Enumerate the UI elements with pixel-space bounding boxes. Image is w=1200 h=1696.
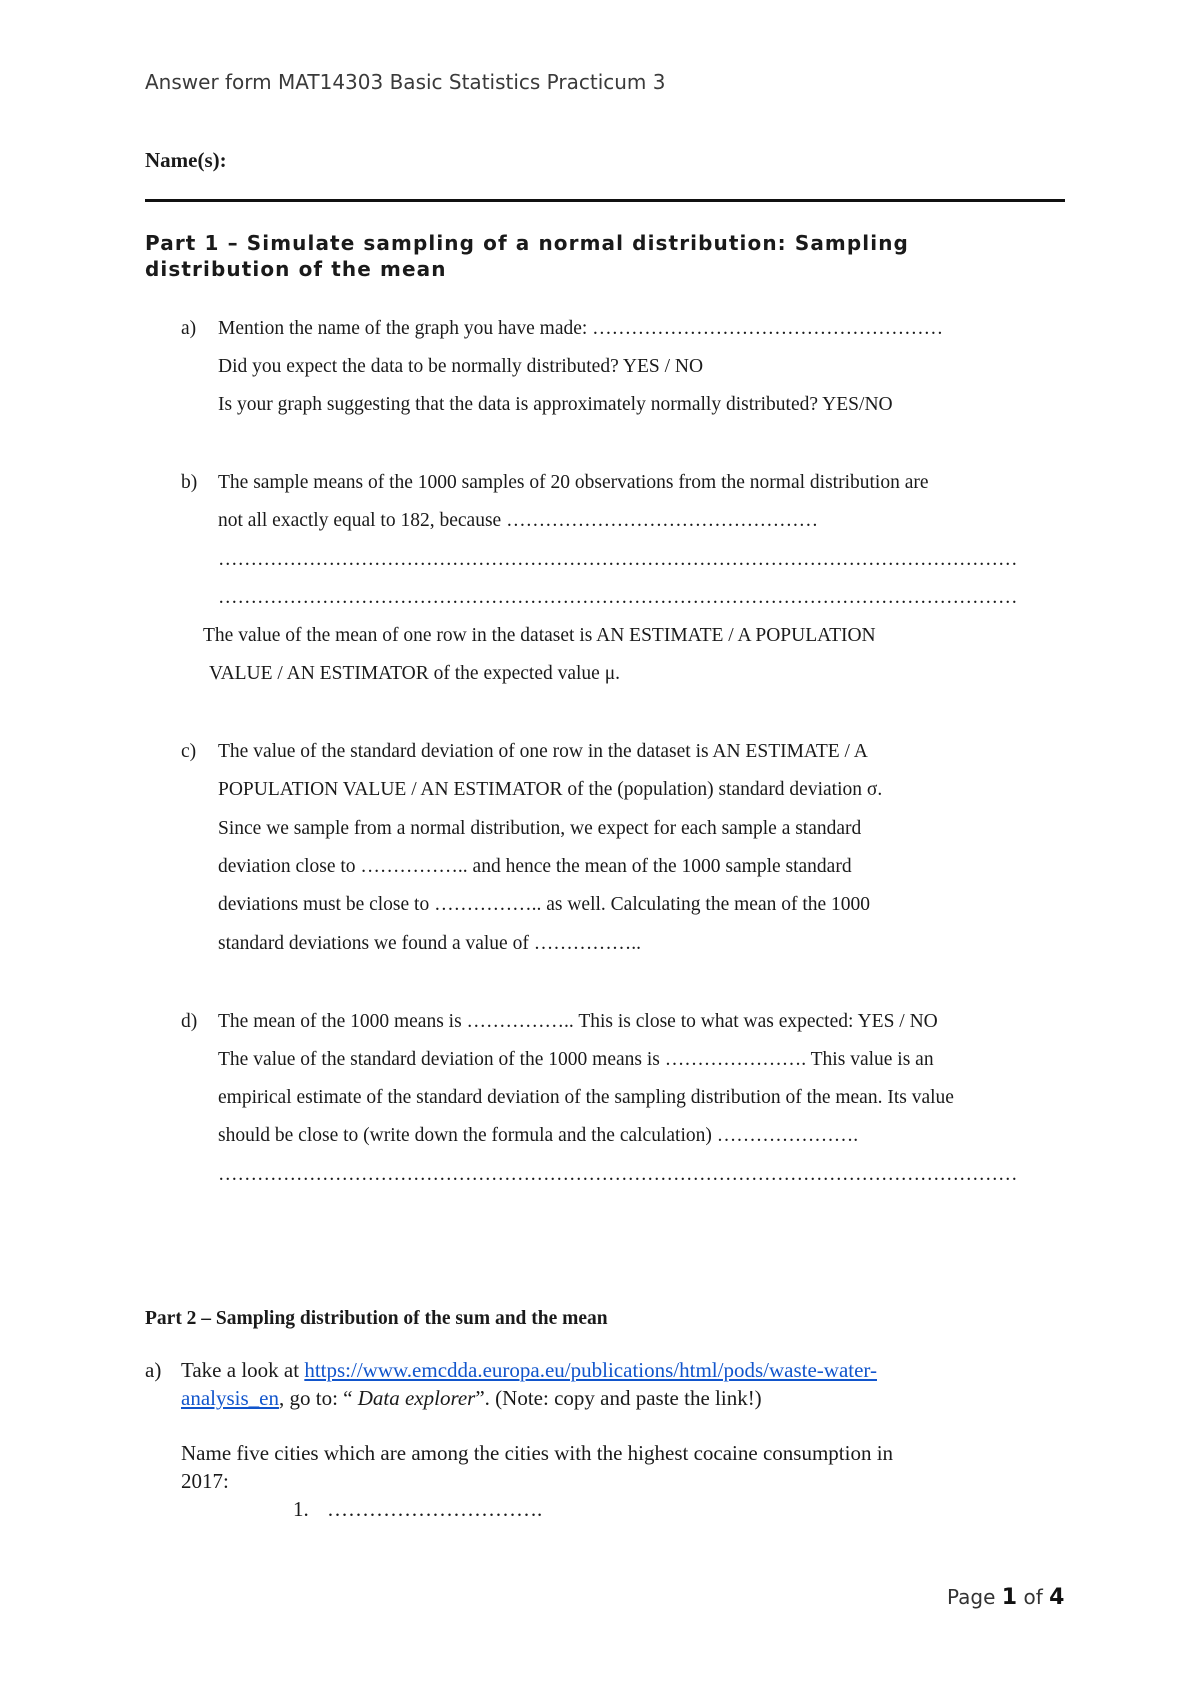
emcdda-link-continued[interactable]: analysis_en	[181, 1386, 279, 1410]
total-pages: 4	[1049, 1585, 1065, 1610]
question-b-line1: The sample means of the 1000 samples of 20 observations from the normal distribution are	[218, 472, 929, 493]
question-c-line3: Since we sample from a normal distribution, we expect for each sample a standard	[218, 818, 862, 839]
question-c-line4: deviation close to …………….. and hence the mean of the 1000 sample standard	[218, 856, 852, 877]
current-page-number: 1	[1001, 1585, 1018, 1610]
question-a-line3: Is your graph suggesting that the data is approximately normally distributed? YES/NO	[218, 394, 893, 415]
question-c-line5: deviations must be close to …………….. as well. Calculating the mean of the 1000	[218, 894, 871, 915]
question-b-line5: The value of the mean of one row in the dataset is AN ESTIMATE / A POPULATION	[203, 625, 876, 646]
question-a-line2: Did you expect the data to be normally distributed? YES / NO	[218, 356, 704, 377]
question-d-line3: empirical estimate of the standard deviation of the sampling distribution of the mean. Its value	[218, 1087, 954, 1108]
question-b-line2: not all exactly equal to 182, because …………………………………………	[218, 510, 819, 531]
question-c-line6: standard deviations we found a value of ……………..	[218, 933, 641, 954]
question-d-label: d)	[181, 1011, 198, 1032]
part1-title: Part 1 – Simulate sampling of a normal distribution: Sampling distribution of the mean	[145, 231, 909, 281]
part2-question-a-line1	[181, 1358, 877, 1383]
of-word: of	[1017, 1585, 1050, 1609]
question-c-line2: POPULATION VALUE / AN ESTIMATOR of the (population) standard deviation σ.	[218, 779, 883, 800]
question-b-answer-line1: ……………………………………………………………………………………………………………	[218, 549, 1018, 570]
page-footer	[947, 1585, 1064, 1610]
part2-cities-line2: 2017:	[181, 1469, 229, 1493]
note-text: ”. (Note: copy and paste the link!)	[475, 1386, 762, 1410]
question-c-line1: The value of the standard deviation of one row in the dataset is AN ESTIMATE / A	[218, 741, 868, 762]
part2-title: Part 2 – Sampling distribution of the sum and the mean	[145, 1308, 608, 1329]
document-header: Answer form MAT14303 Basic Statistics Practicum 3	[145, 70, 666, 94]
emcdda-link[interactable]: https://www.emcdda.europa.eu/publications/html/pods/waste-water-	[304, 1358, 877, 1382]
data-explorer-text: Data explorer	[352, 1386, 476, 1410]
question-c-label: c)	[181, 741, 197, 762]
question-d-line1: The mean of the 1000 means is …………….. This is close to what was expected: YES / NO	[218, 1011, 938, 1032]
question-d-line2: The value of the standard deviation of the 1000 means is …………………. This value is an	[218, 1049, 934, 1070]
part2-question-a-label: a)	[145, 1358, 162, 1382]
question-d-line4: should be close to (write down the formula and the calculation) ………………….	[218, 1125, 859, 1146]
city-list-item-blank: ………………………….	[327, 1497, 543, 1521]
page-word: Page	[947, 1585, 1002, 1609]
take-look-text: Take a look at	[181, 1358, 305, 1382]
question-b-line6: VALUE / AN ESTIMATOR of the expected value μ.	[209, 663, 621, 684]
name-label: Name(s):	[145, 148, 227, 172]
question-b-answer-line2: ……………………………………………………………………………………………………………	[218, 587, 1018, 608]
go-to-text: , go to: “	[278, 1386, 353, 1410]
question-a-line1: Mention the name of the graph you have made: ………………………………………………	[218, 318, 944, 339]
part2-question-a-line2	[181, 1386, 762, 1411]
part2-cities-line1: Name five cities which are among the cities with the highest cocaine consumption in	[181, 1441, 894, 1465]
name-underline	[145, 199, 1065, 202]
question-d-answer-line: ……………………………………………………………………………………………………………	[218, 1164, 1018, 1185]
question-b-label: b)	[181, 472, 198, 493]
city-list-item-number: 1.	[293, 1497, 309, 1521]
question-a-label: a)	[181, 318, 197, 339]
